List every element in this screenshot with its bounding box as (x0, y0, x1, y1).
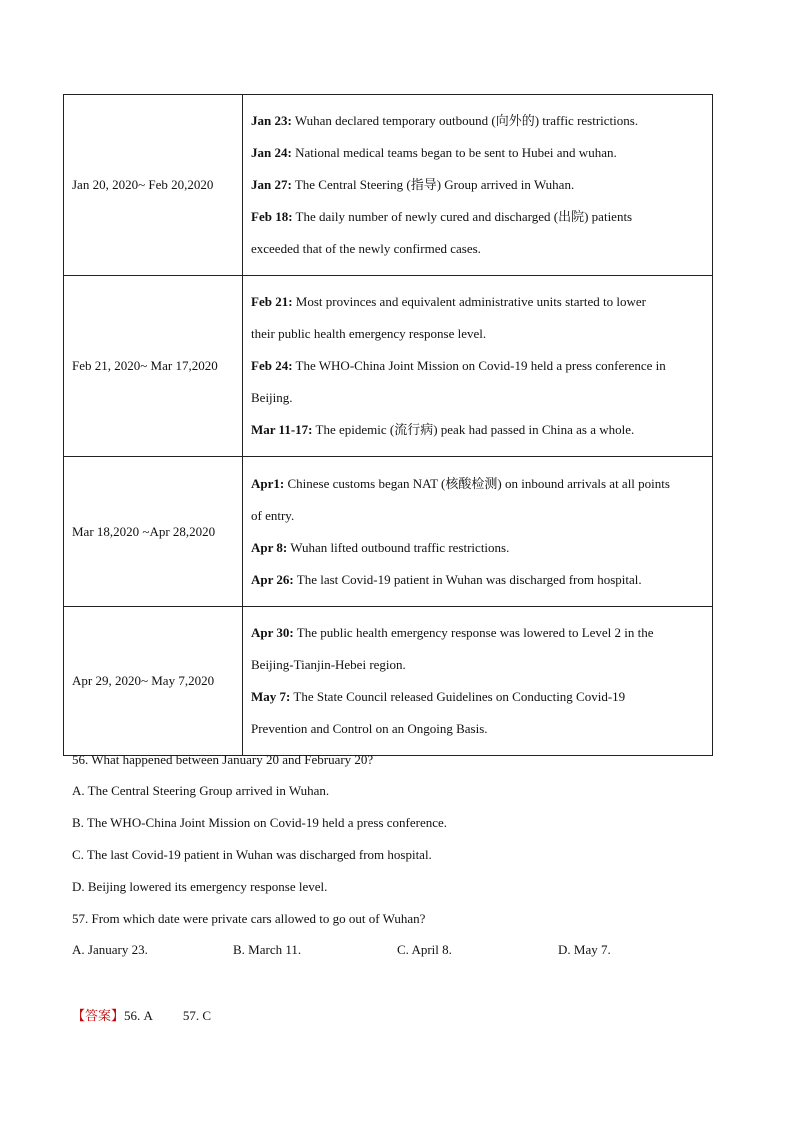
question-57-option-d: D. May 7. (558, 942, 611, 957)
event-line (251, 532, 704, 564)
event-line (251, 414, 704, 446)
event-text: Wuhan lifted outbound traffic restrictions. (287, 539, 510, 555)
event-line (251, 468, 704, 500)
event-text: Prevention and Control on an Ongoing Basis. (251, 721, 488, 736)
event-text: The WHO-China Joint Mission on Covid-19 held a press conference in (292, 358, 666, 373)
table-row (64, 607, 713, 756)
question-56-option-c: C. The last Covid-19 patient in Wuhan was discharged from hospital. (72, 847, 432, 862)
event-text: The daily number of newly cured and discharged (出院) patients (292, 209, 633, 224)
event-text: The last Covid-19 patient in Wuhan was discharged from hospital. (293, 571, 642, 587)
event-date: Jan 27: (251, 177, 292, 192)
event-date: Feb 21: (251, 294, 293, 309)
table-row (64, 457, 713, 607)
event-text: The epidemic (流行病) peak had passed in China as a whole. (312, 422, 635, 437)
event-line (251, 649, 704, 681)
event-text: Beijing. (251, 390, 293, 405)
event-line (251, 713, 704, 745)
events-cell (243, 607, 713, 756)
event-text: Beijing-Tianjin-Hebei region. (251, 657, 406, 672)
event-line (251, 286, 704, 318)
table-row (64, 276, 713, 457)
answer-tag: 【答案】 (72, 1008, 125, 1023)
event-line (251, 318, 704, 350)
event-text: The Central Steering (指导) Group arrived in Wuhan. (291, 177, 575, 192)
event-date: Feb 24: (251, 358, 293, 373)
period-cell: Feb 21, 2020~ Mar 17,2020 (64, 276, 243, 457)
event-date: Jan 23: (251, 113, 292, 128)
event-date: Apr1: (251, 475, 285, 491)
question-57-stem: 57. From which date were private cars allowed to go out of Wuhan? (72, 911, 426, 926)
timeline-table (63, 94, 713, 756)
event-line (251, 350, 704, 382)
period-cell: Jan 20, 2020~ Feb 20,2020 (64, 95, 243, 276)
event-line (251, 500, 704, 532)
event-date: Apr 26: (251, 571, 294, 587)
event-text: Most provinces and equivalent administrative units started to lower (292, 294, 646, 309)
event-date: Apr 8: (251, 539, 288, 555)
event-line (251, 169, 704, 201)
event-text: Chinese customs began NAT (核酸检测) on inbound arrivals at all points (284, 475, 670, 491)
period-cell: Apr 29, 2020~ May 7,2020 (64, 607, 243, 756)
question-57-option-b: B. March 11. (233, 942, 302, 957)
events-cell (243, 457, 713, 607)
answer-line (72, 1005, 211, 1024)
question-56-option-a: A. The Central Steering Group arrived in Wuhan. (72, 783, 330, 798)
events-cell (243, 95, 713, 276)
event-text: their public health emergency response level. (251, 326, 487, 341)
question-56-stem: 56. What happened between January 20 and February 20? (72, 752, 374, 767)
question-56-option-b: B. The WHO-China Joint Mission on Covid-19 held a press conference. (72, 815, 448, 830)
event-line (251, 564, 704, 596)
answer-57: 57. C (182, 1008, 212, 1023)
question-57-option-c: C. April 8. (397, 942, 452, 957)
table-row (64, 95, 713, 276)
event-line (251, 137, 704, 169)
event-line (251, 617, 704, 649)
event-text: Wuhan declared temporary outbound (向外的) traffic restrictions. (291, 113, 639, 128)
question-56-option-d: D. Beijing lowered its emergency response level. (72, 879, 328, 894)
event-line (251, 201, 704, 233)
event-date: May 7: (251, 689, 291, 704)
event-text: The public health emergency response was lowered to Level 2 in the (293, 625, 654, 640)
event-date: Mar 11-17: (251, 422, 313, 437)
event-date: Jan 24: (251, 145, 292, 160)
answer-56: 56. A (124, 1008, 153, 1023)
event-text: National medical teams began to be sent to Hubei and wuhan. (291, 145, 617, 160)
event-line (251, 233, 704, 265)
event-date: Apr 30: (251, 625, 294, 640)
event-date: Feb 18: (251, 209, 293, 224)
event-text: of entry. (251, 507, 295, 523)
period-cell: Mar 18,2020 ~Apr 28,2020 (64, 457, 243, 607)
question-57-option-a: A. January 23. (72, 942, 148, 957)
event-line (251, 681, 704, 713)
event-line (251, 105, 704, 137)
event-text: The State Council released Guidelines on Conducting Covid-19 (290, 689, 626, 704)
events-cell (243, 276, 713, 457)
event-text: exceeded that of the newly confirmed cases. (251, 241, 481, 256)
event-line (251, 382, 704, 414)
